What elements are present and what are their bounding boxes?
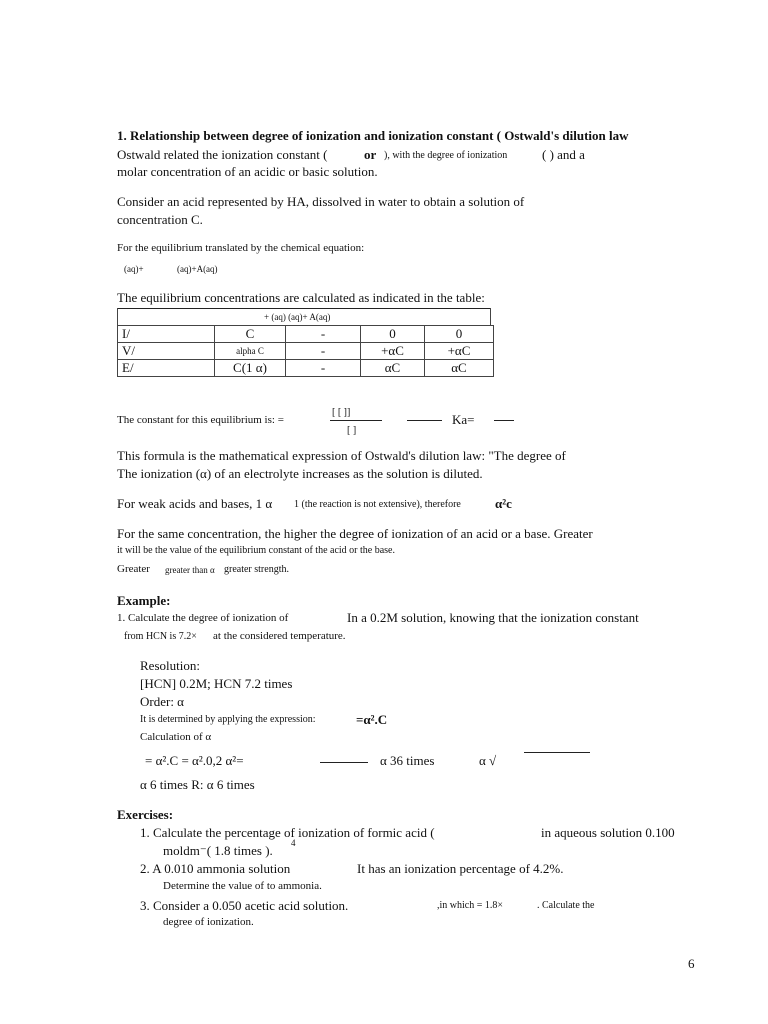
- table-row: [118, 360, 494, 377]
- dilution-line2: The ionization (α) of an electrolyte increases as the solution is diluted.: [117, 466, 483, 481]
- weak-acids-note: 1 (the reaction is not extensive), therefore: [294, 499, 461, 510]
- exercise-2b: It has an ionization percentage of 4.2%.: [357, 861, 564, 876]
- table-cell: alpha C: [215, 343, 286, 360]
- exercise-1d: 4: [291, 838, 296, 848]
- example-heading: Example:: [117, 593, 171, 608]
- resolution-line7: α 6 times R: α 6 times: [140, 777, 255, 792]
- resolution-line4b: =α².C: [356, 712, 388, 727]
- fraction-line-4: [320, 762, 368, 763]
- page-number: 6: [688, 956, 695, 971]
- same-conc-line2: it will be the value of the equilibrium constant of the acid or the base.: [117, 545, 395, 556]
- consider-line1: Consider an acid represented by HA, dissolved in water to obtain a solution of: [117, 194, 525, 209]
- same-conc-line3c: greater strength.: [224, 564, 289, 575]
- equilibrium-table: [117, 325, 494, 377]
- table-header: + (aq) (aq)+ A(aq): [264, 312, 331, 322]
- fraction-line-2: [407, 420, 442, 421]
- example-q2a: from HCN is 7.2×: [124, 631, 197, 642]
- exercise-3d: degree of ionization.: [163, 916, 254, 928]
- consider-line2: concentration C.: [117, 212, 203, 227]
- equation-left: (aq)+: [124, 264, 144, 274]
- weak-acids-formula: α²c: [495, 496, 512, 511]
- section-title: 1. Relationship between degree of ionization and ionization constant ( Ostwald's dilution law: [117, 128, 629, 143]
- table-right-border: [490, 308, 491, 326]
- ka-label: Ka=: [452, 412, 475, 427]
- table-cell: C(1 α): [215, 360, 286, 377]
- resolution-line6c: α √: [479, 753, 497, 768]
- table-cell: -: [286, 360, 361, 377]
- table-left-border: [117, 308, 118, 326]
- table-cell: C: [215, 326, 286, 343]
- dilution-line1: This formula is the mathematical expression of Ostwald's dilution law: "The degree of: [117, 448, 566, 463]
- intro-text-line2: molar concentration of an acidic or basic solution.: [117, 164, 378, 179]
- table-cell: αC: [425, 360, 494, 377]
- table-cell: 0: [361, 326, 425, 343]
- table-cell: E/: [118, 360, 215, 377]
- table-cell: -: [286, 343, 361, 360]
- intro-text-or: or: [364, 147, 377, 162]
- example-q1a: 1. Calculate the degree of ionization of: [117, 612, 289, 624]
- resolution-heading: Resolution:: [140, 658, 200, 673]
- table-cell: +αC: [361, 343, 425, 360]
- equation-right: (aq)+A(aq): [177, 264, 218, 274]
- table-cell: V/: [118, 343, 215, 360]
- same-conc-line1: For the same concentration, the higher the degree of ionization of an acid or a base. Greater: [117, 526, 593, 541]
- table-row: [118, 326, 494, 343]
- constant-denominator: [ ]: [347, 425, 357, 436]
- resolution-line4a: It is determined by applying the expression:: [140, 714, 316, 725]
- resolution-line6a: = α².C = α².0,2 α²=: [145, 753, 244, 768]
- table-cell: I/: [118, 326, 215, 343]
- table-intro: The equilibrium concentrations are calculated as indicated in the table:: [117, 290, 485, 305]
- exercise-3b: ,in which = 1.8×: [437, 900, 503, 911]
- exercise-2c: Determine the value of to ammonia.: [163, 880, 322, 892]
- table-cell: αC: [361, 360, 425, 377]
- fraction-line: [330, 420, 382, 421]
- constant-text: The constant for this equilibrium is: =: [117, 414, 284, 426]
- exercise-1a: 1. Calculate the percentage of ionization of formic acid (: [140, 825, 435, 840]
- intro-text-a: Ostwald related the ionization constant (: [117, 147, 328, 162]
- resolution-line2: [HCN] 0.2M; HCN 7.2 times: [140, 676, 293, 691]
- exercise-3a: 3. Consider a 0.050 acetic acid solution.: [140, 898, 349, 913]
- weak-acids-text: For weak acids and bases, 1 α: [117, 496, 273, 511]
- table-top-border: [117, 308, 490, 309]
- table-row: [118, 343, 494, 360]
- resolution-line6b: α 36 times: [380, 753, 435, 768]
- sqrt-bar: [524, 752, 590, 753]
- exercise-1c: moldm⁻( 1.8 times ).: [163, 843, 273, 858]
- example-q2b: at the considered temperature.: [213, 630, 346, 642]
- equilibrium-intro: For the equilibrium translated by the chemical equation:: [117, 242, 365, 254]
- exercise-1b: in aqueous solution 0.100: [541, 825, 675, 840]
- table-cell: +αC: [425, 343, 494, 360]
- intro-text-c: ( ) and a: [542, 147, 585, 162]
- exercise-3c: . Calculate the: [537, 900, 595, 911]
- constant-numerator: [ [ ]]: [332, 407, 351, 418]
- fraction-line-3: [494, 420, 514, 421]
- resolution-line5: Calculation of α: [140, 731, 212, 743]
- resolution-line3: Order: α: [140, 694, 184, 709]
- example-q1b: In a 0.2M solution, knowing that the ionization constant: [347, 610, 639, 625]
- same-conc-line3a: Greater: [117, 563, 150, 575]
- intro-text-b: ), with the degree of ionization: [384, 150, 508, 161]
- table-cell: 0: [425, 326, 494, 343]
- exercise-2a: 2. A 0.010 ammonia solution: [140, 861, 291, 876]
- table-cell: -: [286, 326, 361, 343]
- same-conc-line3b: greater than α: [165, 565, 215, 575]
- exercises-heading: Exercises:: [117, 807, 174, 822]
